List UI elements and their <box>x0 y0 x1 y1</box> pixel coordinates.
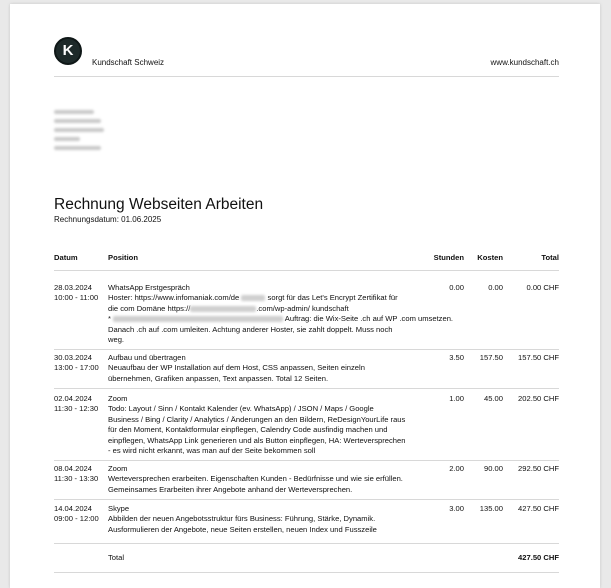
row-date: 14.04.2024 <box>54 504 93 513</box>
row-title: Aufbau und übertragen <box>108 353 186 362</box>
row-time: 10:00 - 11:00 <box>54 293 99 302</box>
logo-letter: K <box>62 42 74 59</box>
table-header-divider <box>54 270 559 271</box>
row-desc-line: für den Moment, Kontaktformular einpflegen, Calendry Code ausfindig machen und <box>108 425 388 434</box>
brand-name: Kundschaft Schweiz <box>92 58 165 67</box>
invoice-page <box>10 4 600 588</box>
row-divider <box>54 349 559 350</box>
row-desc-line: Werteversprechen erarbeiten. Eigenschaften Kunden - Bedürfnisse und wie sie erfüllen. <box>108 474 403 483</box>
row-desc-line: Ausformulieren der Angebote, neue Seiten erstellen, neuen Index und Fusszeile <box>108 525 377 534</box>
col-header-position: Position <box>108 253 138 262</box>
website-url: www.kundschaft.ch <box>490 58 559 67</box>
row-desc-line: - es wird nicht erkannt, was man auf der Seite bekommen soll <box>108 446 316 455</box>
row-divider <box>54 499 559 500</box>
row-cost: 157.50 <box>479 353 503 362</box>
kundschaft-logo <box>54 37 82 65</box>
row-hours: 3.00 <box>449 504 464 513</box>
row-desc-line: weg. <box>108 335 125 344</box>
row-hours: 2.00 <box>449 464 464 473</box>
row-time: 09:00 - 12:00 <box>54 514 99 523</box>
row-cost: 45.00 <box>483 394 503 403</box>
row-desc-line: Todo: Layout / Sinn / Kontakt Kalender (ev. WhatsApp) / JSON / Maps / Google <box>108 404 374 413</box>
row-desc-line: Gemeinsames Erarbeiten ihrer Angebote anhand der Werteversprechen. <box>108 485 353 494</box>
row-title: Zoom <box>108 464 128 473</box>
row-desc-line: Business / Bing / Clarity / Analytics / Änderungen an den Bildern, ReDesignYourLife raus <box>108 415 406 424</box>
row-total: 0.00 CHF <box>526 283 559 292</box>
row-title: Skype <box>108 504 130 513</box>
row-hours: 1.00 <box>449 394 464 403</box>
row-date: 08.04.2024 <box>54 464 93 473</box>
row-desc-line: Neuaufbau der WP Installation auf dem Host, CSS anpassen, Seiten einzeln <box>108 363 365 372</box>
row-desc-line: die com Domäne https:// .com/wp-admin/ kundschaft <box>108 304 349 313</box>
col-header-date: Datum <box>54 253 78 262</box>
row-time: 11:30 - 13:30 <box>54 474 99 483</box>
row-divider <box>54 543 559 544</box>
row-date: 02.04.2024 <box>54 394 93 403</box>
row-time: 13:00 - 17:00 <box>54 363 99 372</box>
row-total: 157.50 CHF <box>518 353 559 362</box>
col-header-cost: Kosten <box>477 253 503 262</box>
row-hours: 3.50 <box>449 353 464 362</box>
row-desc-line: einpflegen, WhatsApp Link generieren und als Button einpflegen, HA: Werteversprechen <box>108 436 406 445</box>
row-hours: 0.00 <box>449 283 464 292</box>
row-total: 202.50 CHF <box>518 394 559 403</box>
header-divider <box>54 76 559 77</box>
row-cost: 135.00 <box>479 504 503 513</box>
row-total: 427.50 CHF <box>518 504 559 513</box>
col-header-total: Total <box>541 253 559 262</box>
row-date: 28.03.2024 <box>54 283 93 292</box>
col-header-hours: Stunden <box>433 253 464 262</box>
row-desc-line: Abbilden der neuen Angebotsstruktur fürs Business: Führung, Stärke, Dynamik. <box>108 514 376 523</box>
row-desc-line: übernehmen, Grafiken anpassen, Text anpassen. Total 12 Seiten. <box>108 374 329 383</box>
row-title: Zoom <box>108 394 128 403</box>
row-title: WhatsApp Erstgespräch <box>108 283 190 292</box>
row-desc-line: Hoster: https://www.infomaniak.com/de sorgt für das Let's Encrypt Zertifikat für <box>108 293 398 302</box>
row-cost: 90.00 <box>483 464 503 473</box>
row-date: 30.03.2024 <box>54 353 93 362</box>
total-label: Total <box>108 553 125 562</box>
invoice-title: Rechnung Webseiten Arbeiten <box>54 196 264 213</box>
row-cost: 0.00 <box>488 283 503 292</box>
row-desc-line: Danach .ch auf .com umleiten. Achtung anderer Hoster, sie zahlt doppelt. Muss noch <box>108 325 393 334</box>
invoice-date: Rechnungsdatum: 01.06.2025 <box>54 215 162 224</box>
row-total: 292.50 CHF <box>518 464 559 473</box>
row-divider <box>54 460 559 461</box>
row-time: 11:30 - 12:30 <box>54 404 99 413</box>
grand-total: 427.50 CHF <box>518 553 559 562</box>
row-desc-line: * Auftrag: die Wix-Seite .ch auf WP .com umsetzen. <box>108 314 454 323</box>
row-divider <box>54 388 559 389</box>
table-bottom-divider <box>54 572 559 573</box>
